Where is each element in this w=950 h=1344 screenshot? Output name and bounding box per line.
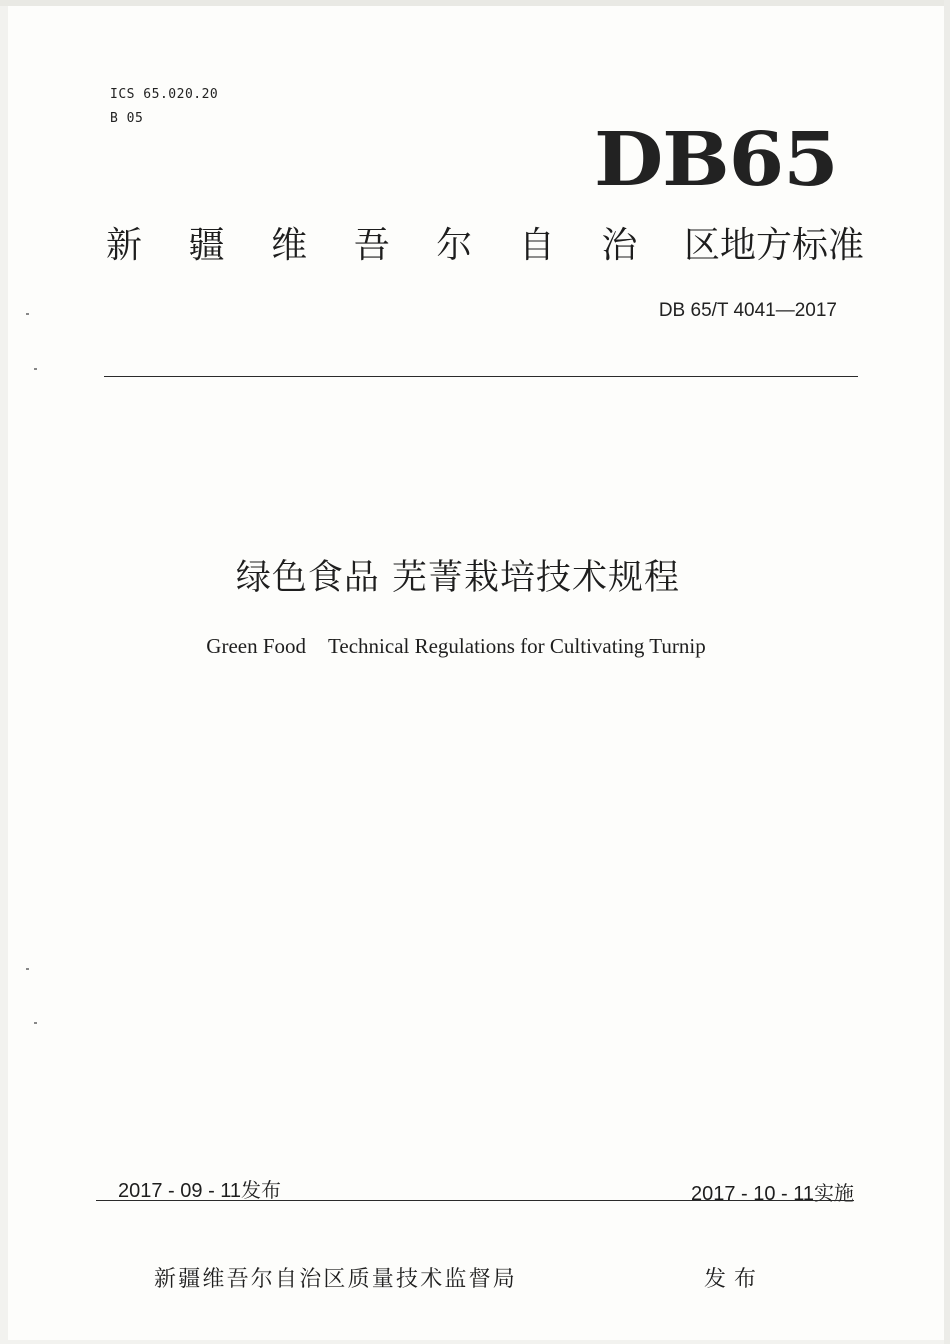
standard-type-char: 尔: [436, 225, 473, 266]
footer-divider: [96, 1200, 854, 1201]
issue-date-label: 发布: [241, 1178, 282, 1202]
standard-type-char: 区地方标准: [683, 225, 864, 266]
title-english-part1: Green Food: [206, 634, 307, 658]
ccs-code: B 05: [110, 111, 144, 126]
standard-type-heading: [106, 224, 864, 268]
implementation-date: 2017 - 10 - 11: [690, 1183, 814, 1205]
standard-type-char: 自: [518, 225, 555, 266]
title-english: [0, 634, 912, 659]
scan-speck: [34, 368, 37, 370]
implementation-date-label: 实施: [814, 1181, 854, 1205]
scan-speck: [34, 1022, 37, 1024]
document-page: [8, 6, 944, 1340]
scan-edge-right: [944, 0, 950, 1344]
title-english-part2: Technical Regulations for Cultivating Turnip: [328, 634, 706, 658]
issue-word: 发布: [704, 1267, 765, 1292]
scan-speck: [26, 968, 29, 970]
ics-code: ICS 65.020.20: [110, 87, 219, 102]
standard-type-char: 吾: [353, 225, 390, 266]
implementation-date-line: [691, 1177, 854, 1206]
issue-date-line: [118, 1174, 281, 1203]
issue-date: 2017 - 09 - 11: [118, 1180, 242, 1202]
standard-type-char: 疆: [188, 225, 225, 266]
standard-number: DB 65/T 4041—2017: [658, 300, 837, 321]
standard-type-char: 维: [271, 225, 308, 266]
title-chinese: 绿色食品 芜菁栽培技术规程: [235, 558, 681, 598]
issuing-authority: 新疆维吾尔自治区质量技术监督局: [154, 1267, 518, 1292]
header-divider: [104, 376, 858, 377]
standard-type-char: 新: [106, 225, 143, 266]
standard-logo: DB65: [594, 117, 838, 203]
standard-type-char: 治: [601, 225, 638, 266]
scan-speck: [26, 313, 29, 315]
